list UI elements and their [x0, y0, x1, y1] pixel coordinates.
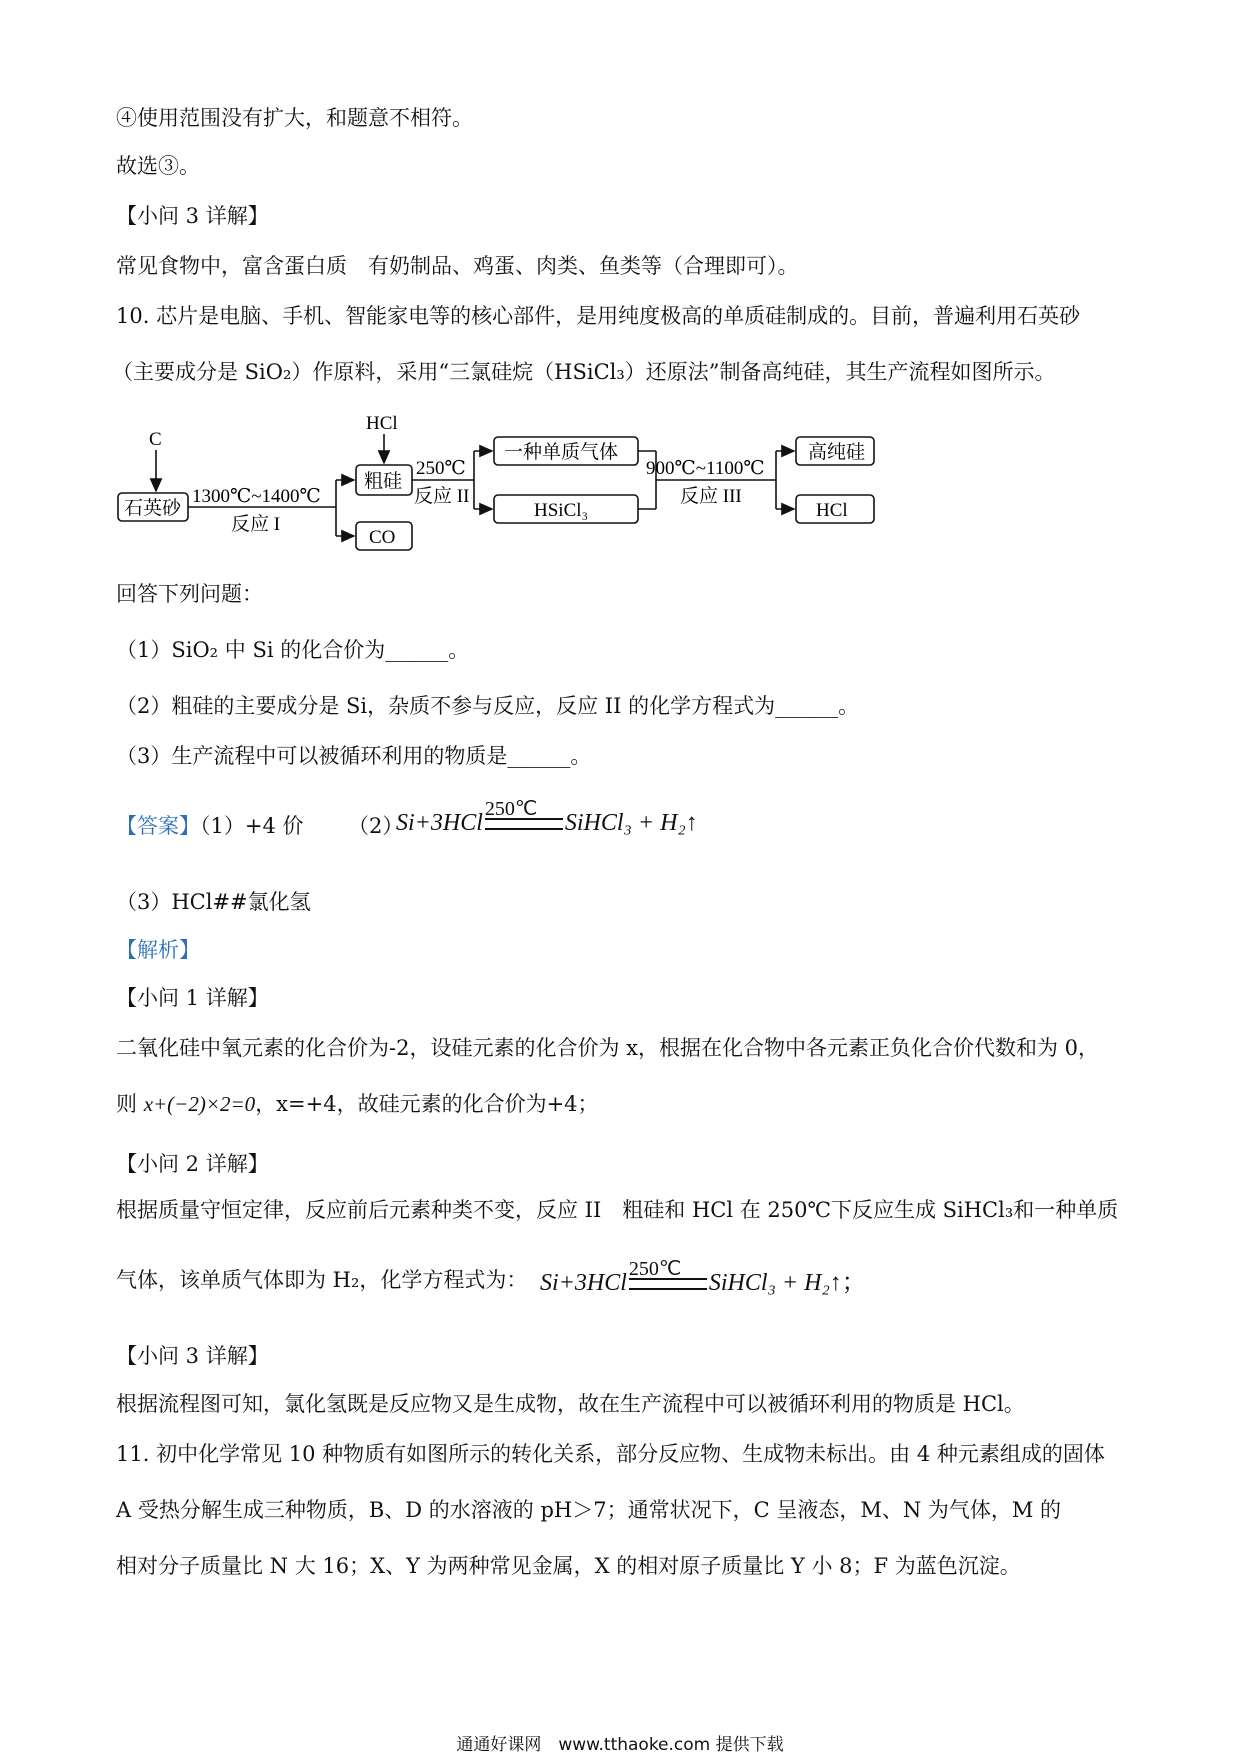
text-fragment: ；	[841, 1270, 866, 1296]
eq-right: SiHCl₃ + H₂↑	[708, 1270, 842, 1296]
answer-3: （3）HCl##氯化氢	[116, 890, 311, 914]
section-heading: 【小问 3 详解】	[116, 1344, 269, 1368]
flow-pure: 高纯硅	[808, 442, 866, 463]
answer-2-label: （2）	[348, 814, 404, 838]
question-11: 11. 初中化学常见 10 种物质有如图所示的转化关系，部分反应物、生成物未标出。由 4 种元素组成的固体	[116, 1442, 1105, 1466]
eq-condition: 250℃	[484, 798, 538, 821]
analysis-equation	[540, 1258, 866, 1297]
text-line: 常见食物中，富含蛋白质 有奶制品、鸡蛋、肉类、鱼类等（合理即可）。	[116, 254, 799, 278]
eq-equals	[484, 798, 563, 830]
answer-1: （1）+4 价	[200, 814, 304, 838]
flow-hcl-out: HCl	[816, 500, 848, 521]
eq-condition: 250℃	[628, 1258, 682, 1281]
production-flowchart	[116, 410, 896, 560]
flow-r2: 反应 II	[414, 486, 470, 507]
flow-c: C	[149, 429, 162, 450]
text-line	[116, 1090, 599, 1118]
eq-equals	[628, 1258, 707, 1290]
text-line: 根据质量守恒定律，反应前后元素种类不变，反应 II 粗硅和 HCl 在 250℃下反应生成 SiHCl₃和一种单质	[116, 1198, 1119, 1222]
eq-left: Si+3HCl	[540, 1270, 627, 1296]
text-line: A 受热分解生成三种物质，B、D 的水溶液的 pH＞7；通常状况下，C 呈液态，M、N 为气体，M 的	[116, 1498, 1062, 1522]
text-line: 相对分子质量比 N 大 16；X、Y 为两种常见金属，X 的相对原子质量比 Y 小 8；F 为蓝色沉淀。	[116, 1554, 1021, 1578]
flow-crude: 粗硅	[364, 471, 403, 492]
flow-r3: 反应 III	[680, 486, 742, 507]
flow-hcl-in: HCl	[366, 413, 398, 434]
text-line: 根据流程图可知，氯化氢既是反应物又是生成物，故在生产流程中可以被循环利用的物质是 HCl。	[116, 1392, 1025, 1416]
text-line: ④使用范围没有扩大，和题意不相符。	[116, 106, 473, 130]
question-3: （3）生产流程中可以被循环利用的物质是______。	[116, 744, 592, 768]
flow-cond2: 250℃	[416, 458, 466, 479]
answer-equation	[396, 798, 698, 837]
flow-quartz: 石英砂	[124, 498, 182, 519]
question-10: 10. 芯片是电脑、手机、智能家电等的核心部件，是用纯度极高的单质硅制成的。目前，普遍利用石英砂	[116, 304, 1081, 328]
flow-cond3: 900℃~1100℃	[646, 458, 765, 479]
section-heading: 【小问 2 详解】	[116, 1152, 269, 1176]
text-fragment: 则	[116, 1092, 144, 1116]
flow-hsicl3: HSiCl₃	[534, 500, 589, 521]
flow-r1: 反应 I	[231, 514, 281, 535]
text-line: 二氧化硅中氧元素的化合价为-2，设硅元素的化合价为 x，根据在化合物中各元素正负化合价代数和为 0，	[116, 1036, 1100, 1060]
footer-text: 通通好课网 www.tthaoke.com 提供下载	[456, 1735, 784, 1755]
text-line: 回答下列问题：	[116, 582, 263, 606]
question-2: （2）粗硅的主要成分是 Si，杂质不参与反应，反应 II 的化学方程式为______。	[116, 694, 860, 718]
answer-tag: 【答案】	[116, 814, 200, 838]
question-1: （1）SiO₂ 中 Si 的化合价为______。	[116, 638, 470, 662]
text-line: 故选③。	[116, 154, 200, 178]
flow-gas: 一种单质气体	[504, 442, 619, 463]
answer-line	[116, 812, 304, 840]
flow-cond1: 1300℃~1400℃	[192, 486, 321, 507]
text-line: 气体，该单质气体即为 H₂，化学方程式为：	[116, 1268, 528, 1292]
text-line: （主要成分是 SiO₂）作原料，采用“三氯硅烷（HSiCl₃）还原法”制备高纯硅，其生产流程如图所示。	[112, 360, 1056, 384]
section-heading: 【小问 3 详解】	[116, 204, 269, 228]
math-expression: x+(−2)×2=0	[143, 1092, 256, 1116]
section-heading: 【小问 1 详解】	[116, 986, 269, 1010]
analysis-tag: 【解析】	[116, 938, 200, 962]
eq-left: Si+3HCl	[396, 810, 483, 836]
flow-co: CO	[369, 527, 396, 548]
eq-right: SiHCl₃ + H₂↑	[564, 810, 698, 836]
text-fragment: ，x=+4，故硅元素的化合价为+4；	[255, 1092, 599, 1116]
